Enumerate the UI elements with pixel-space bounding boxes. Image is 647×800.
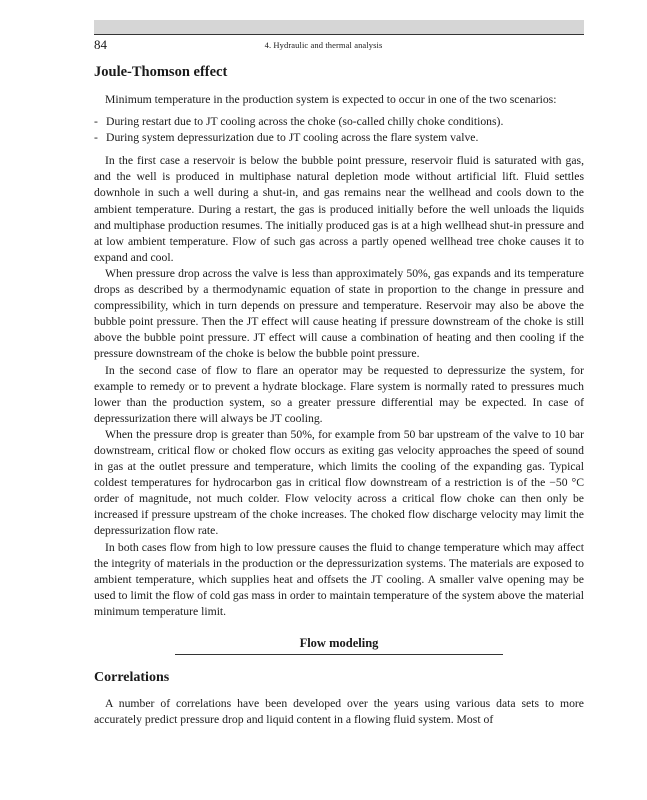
flow-modeling-heading-block: [94, 634, 584, 655]
page-body: [94, 62, 584, 728]
heading-underline: [175, 654, 503, 655]
body-paragraph: In the second case of flow to flare an operator may be requested to depressurize the system, for example to remedy or to prevent a hydrate blockage. Flare system is normally rated to pressures much lower than the production system, so a greater pressure differential may be expected. In case of depressurization there will always be JT cooling.: [94, 363, 584, 425]
section-title: Joule-Thomson effect: [94, 64, 228, 80]
intro-paragraph: Minimum temperature in the production system is expected to occur in one of the two scenarios:: [105, 93, 557, 106]
page-number: 84: [94, 37, 107, 52]
bullet-dash: -: [94, 131, 98, 145]
list-item-text: During restart due to JT cooling across the choke (so-called chilly choke conditions).: [106, 115, 504, 129]
scenario-list: [94, 114, 584, 146]
body-paragraph: When the pressure drop is greater than 50%, for example from 50 bar upstream of the valve to 10 bar downstream, critical flow or choked flow occurs as exiting gas velocity approaches the speed of sound in gas at the outlet pressure and temperature, which limits the cooling of the expanding gas. Typical coldest temperatures for hydrocarbon gas in critical flow downstream of a restriction is of the −50 °C order of magnitude, not much colder. Flow velocity across a critical flow choke can then only be increased if pressure upstream of the choke increases. The choked flow discharge velocity may limit the depressurization flow rate.: [94, 427, 584, 538]
header-band: [94, 20, 584, 34]
list-item: [94, 114, 584, 130]
bullet-dash: -: [94, 115, 98, 129]
flow-modeling-heading: Flow modeling: [299, 636, 379, 650]
list-item-text: During system depressurization due to JT cooling across the flare system valve.: [106, 131, 479, 145]
body-paragraph: In the first case a reservoir is below the bubble point pressure, reservoir fluid is saturated with gas, and the well is produced in multiphase natural depletion mode without artificial lift. Fluid settles downhole in such a well during a shut-in, and gas remains near the wellhead and cools down to the ambient temperature. During a restart, the gas is produced initially before the well unloads the liquids and multiphase production resumes. The initially produced gas is at a high wellhead shut-in pressure and at low ambient temperature. Flow of such gas across a partly opened wellhead tree choke causes it to expand and cool.: [94, 154, 584, 264]
body-paragraph: When pressure drop across the valve is less than approximately 50%, gas expands and its temperature drops as described by a thermodynamic equation of state in proportion to the change in pressure and compressibility, which in turn depends on pressure and temperature. Reservoir may also be above the bubble point pressure. Then the JT effect will cause heating if pressure downstream of the choke is still above the bubble point pressure. JT effect will cause a combination of heating and then cooling if the pressure downstream of the choke is below the bubble point pressure.: [94, 266, 584, 361]
header-rule: [94, 34, 584, 35]
correlations-heading: Correlations: [94, 670, 170, 685]
body-paragraph: In both cases flow from high to low pressure causes the fluid to change temperature which may affect the integrity of materials in the production or the depressurization systems. The materials are exposed to ambient temperature, which supplies heat and offsets the JT cooling. A smaller valve opening may be used to limit the flow of cold gas mass in order to maintain temperature of the system above the material minimum temperature limit.: [94, 540, 584, 618]
list-item: [94, 130, 584, 146]
correlations-paragraph: A number of correlations have been developed over the years using various data sets to more accurately predict pressure drop and liquid content in a flowing fluid system. Most of: [94, 697, 584, 727]
running-head: 4. Hydraulic and thermal analysis: [264, 40, 383, 50]
